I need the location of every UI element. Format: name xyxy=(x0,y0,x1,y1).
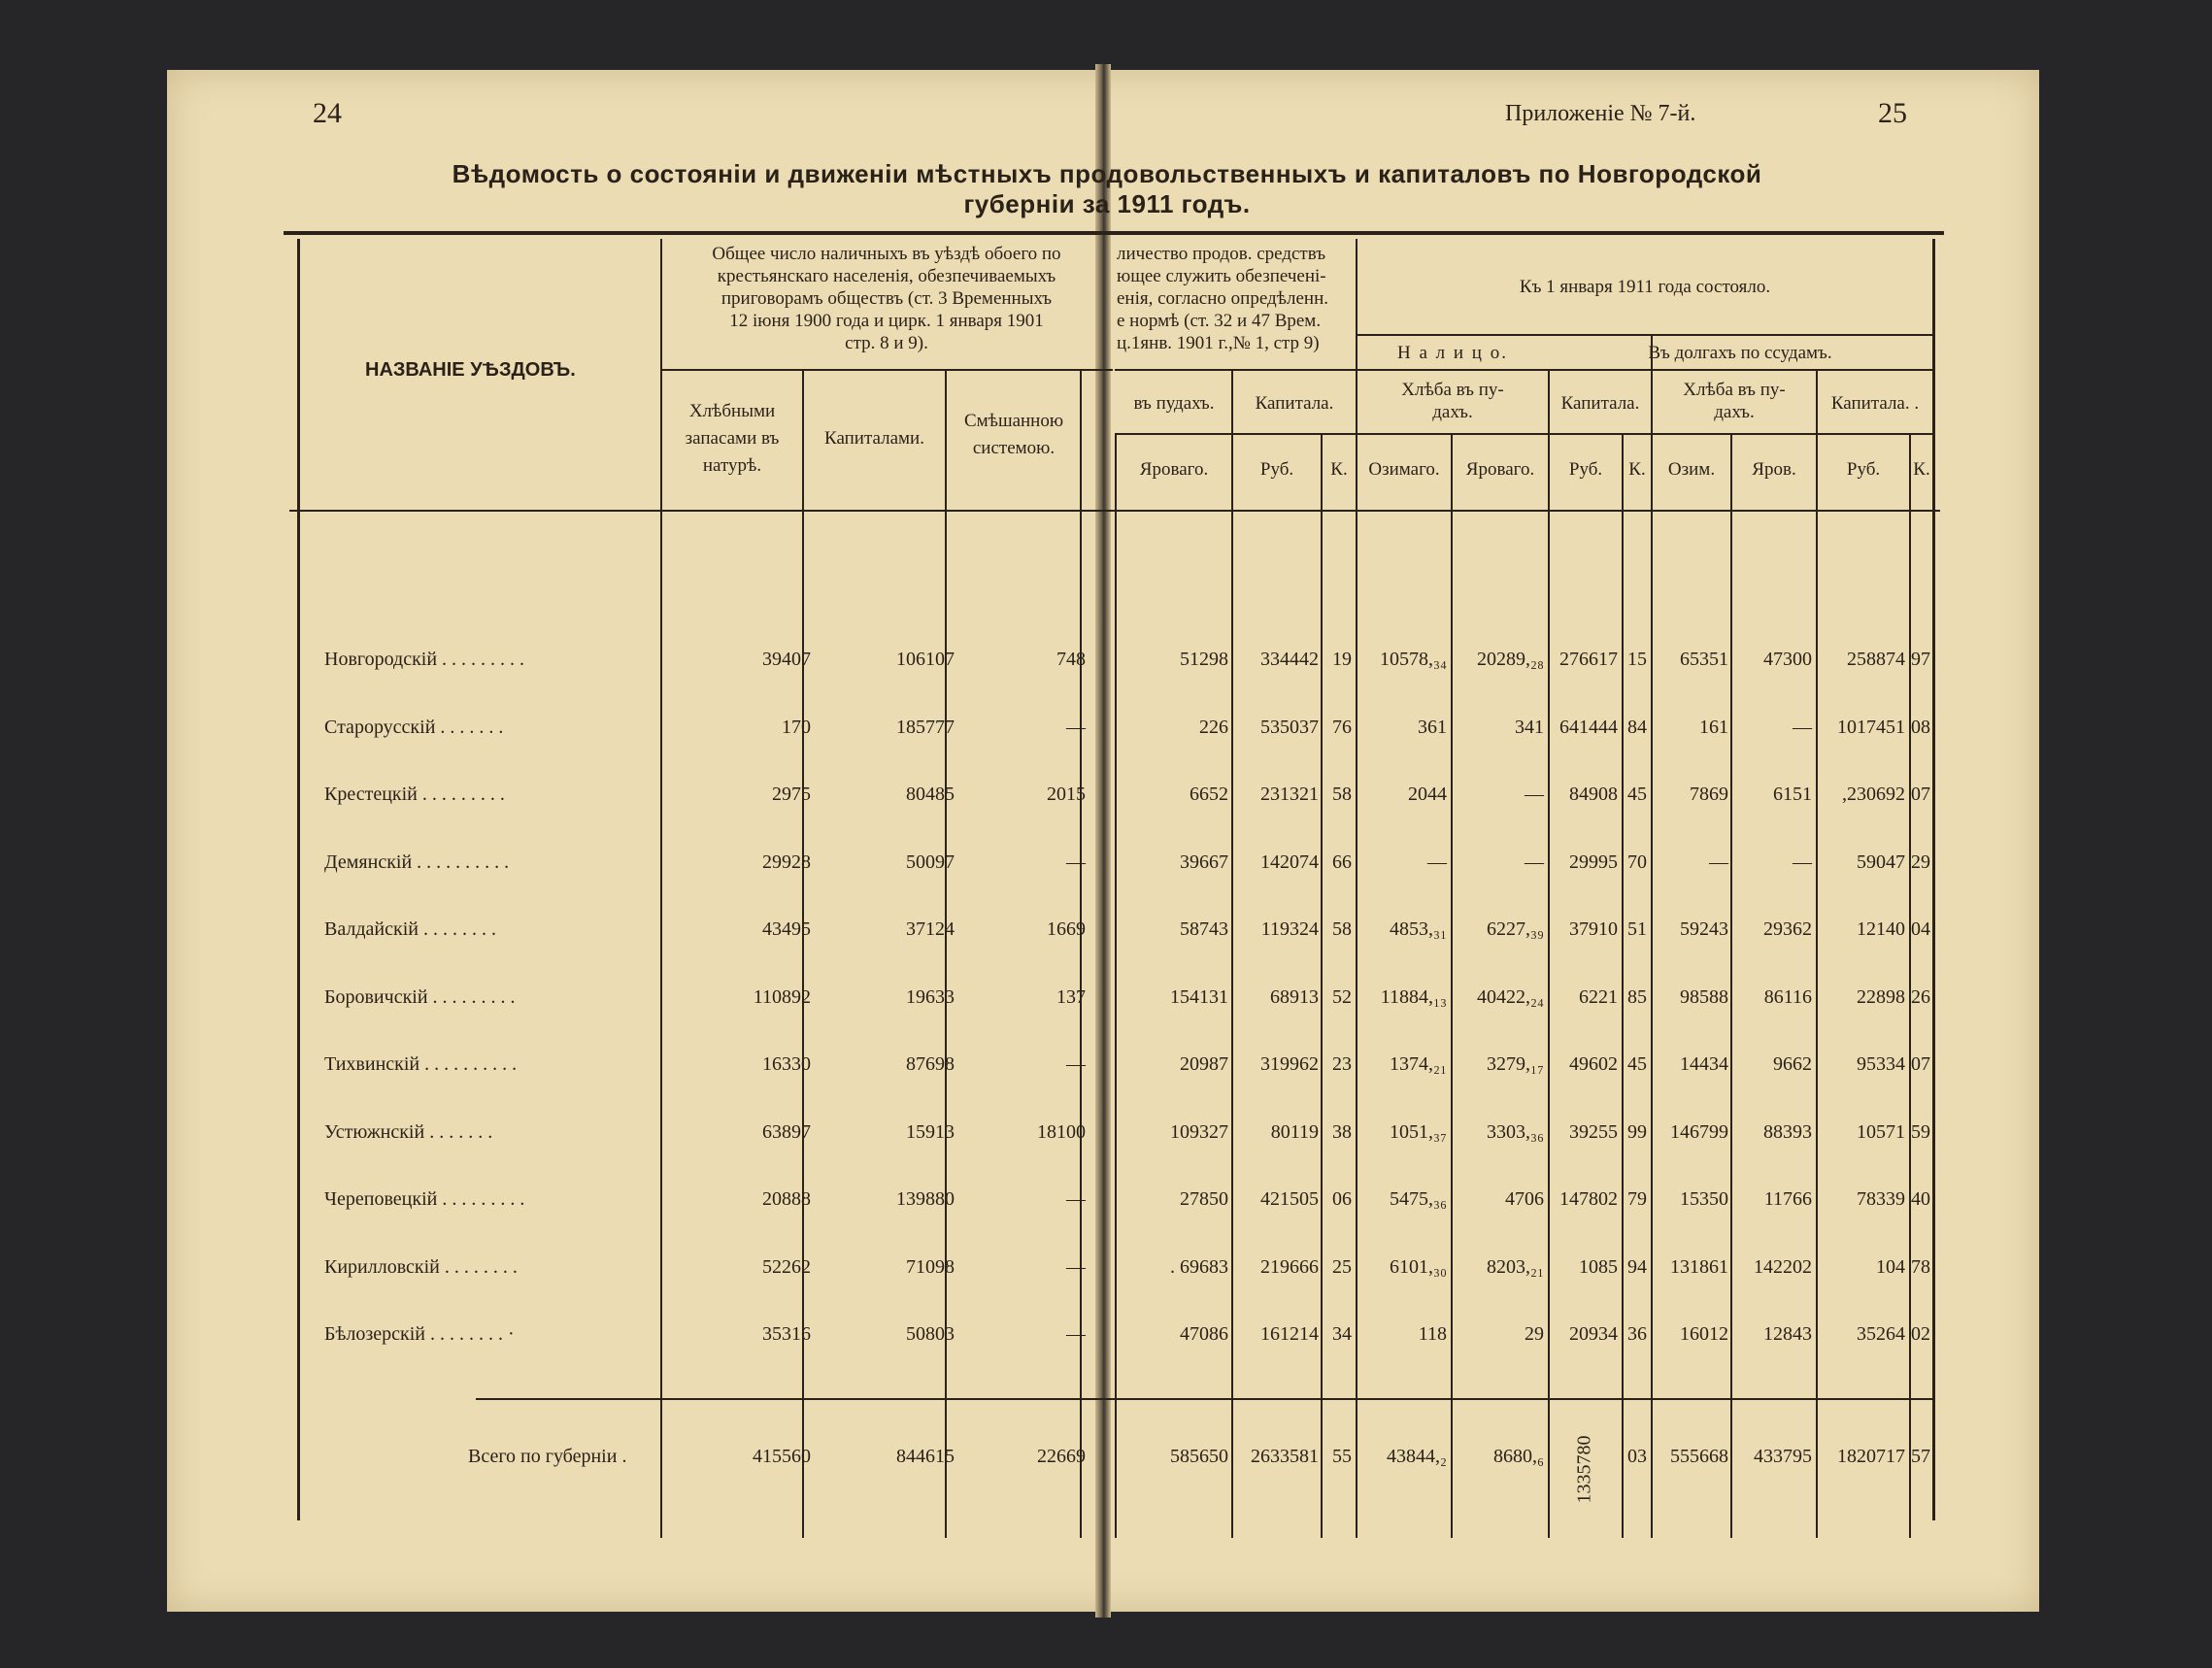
row-name: Демянскій . . . . . . . . . . xyxy=(324,851,510,873)
row-cell-c3: — xyxy=(1066,851,1086,873)
row-cell-c1: 52262 xyxy=(762,1256,811,1278)
row-cell-c11: 161 xyxy=(1699,717,1728,738)
row-cell-c7: 6101,₃₀ xyxy=(1390,1256,1447,1278)
row-cell-c12: 86116 xyxy=(1763,986,1812,1008)
total-c10: 03 xyxy=(1627,1446,1647,1467)
row-name: Боровичскій . . . . . . . . . xyxy=(324,986,516,1008)
row-cell-c14: 40 xyxy=(1911,1188,1930,1210)
row-cell-c5: 119324 xyxy=(1260,918,1319,940)
col-rule xyxy=(1730,433,1732,1538)
page-number-right: 25 xyxy=(1878,97,1907,129)
col-spring-header: Яроваго. xyxy=(1139,459,1209,480)
row-cell-c9: 641444 xyxy=(1559,717,1618,738)
sub-pud-header: въ пудахъ. xyxy=(1133,393,1215,414)
hdr-rule xyxy=(660,369,1113,371)
row-cell-c6: 38 xyxy=(1332,1121,1352,1143)
total-c13: 1820717 xyxy=(1837,1446,1905,1467)
row-cell-c13: 1017451 xyxy=(1837,717,1905,738)
row-cell-c5: 421505 xyxy=(1260,1188,1319,1210)
row-cell-c3: 1669 xyxy=(1047,918,1086,940)
row-cell-c13: 10571 xyxy=(1857,1121,1905,1143)
sub-capital-header: Капиталами. xyxy=(824,428,924,449)
row-cell-c9: 276617 xyxy=(1559,649,1618,670)
col-winter-short-header: Озим. xyxy=(1667,459,1716,480)
col-rule xyxy=(1115,433,1117,1538)
row-cell-c14: 07 xyxy=(1911,1053,1930,1075)
row-name: Крестецкій . . . . . . . . . xyxy=(324,784,505,805)
row-cell-c2: 50803 xyxy=(906,1323,955,1345)
row-cell-c12: 142202 xyxy=(1754,1256,1812,1278)
row-cell-c1: 29928 xyxy=(762,851,811,873)
total-c9: 1335780 xyxy=(1573,1435,1595,1504)
row-cell-c10: 45 xyxy=(1627,1053,1647,1075)
row-cell-c13: 95334 xyxy=(1857,1053,1905,1075)
row-cell-c12: 6151 xyxy=(1773,784,1812,805)
row-cell-c11: 146799 xyxy=(1670,1121,1728,1143)
row-cell-c1: 20888 xyxy=(762,1188,811,1210)
row-cell-c10: 99 xyxy=(1627,1121,1647,1143)
row-cell-c7: 10578,₃₄ xyxy=(1380,649,1447,670)
row-cell-c3: 18100 xyxy=(1037,1121,1086,1143)
group3-header: Къ 1 января 1911 года состояло. xyxy=(1519,277,1771,297)
debt-grain-header: Хлѣба въ пу- дахъ. xyxy=(1683,380,1786,422)
col-rule xyxy=(1622,433,1624,1538)
total-row-rule xyxy=(476,1398,1932,1400)
row-cell-c1: 16330 xyxy=(762,1053,811,1075)
row-cell-c2: 139880 xyxy=(896,1188,955,1210)
row-cell-c11: 7869 xyxy=(1690,784,1728,805)
group1-header: Общее число наличныхъ въ уѣздѣ обоего по крестьянскаго населенія, обезпечиваемыхъ приговорамъ обществъ (ст. 3 Временныхъ 12 іюня 1900 года и цирк. 1 января 1901 стр. 8 и 9). xyxy=(712,244,1061,353)
row-cell-c12: 88393 xyxy=(1763,1121,1812,1143)
total-c8: 8680,₆ xyxy=(1493,1446,1544,1467)
total-label: Всего по губерніи . xyxy=(468,1446,627,1467)
row-cell-c13: 35264 xyxy=(1857,1323,1905,1345)
row-cell-c10: 70 xyxy=(1627,851,1647,873)
col-rule xyxy=(1909,433,1911,1538)
row-cell-c5: 535037 xyxy=(1260,717,1319,738)
total-c12: 433795 xyxy=(1754,1446,1812,1467)
row-cell-c4: . 69683 xyxy=(1170,1256,1228,1278)
row-cell-c4: 27850 xyxy=(1180,1188,1228,1210)
row-cell-c2: 50097 xyxy=(906,851,955,873)
row-cell-c8: — xyxy=(1525,851,1544,873)
col-rule xyxy=(1321,433,1323,1538)
row-cell-c2: 71098 xyxy=(906,1256,955,1278)
row-cell-c7: 4853,₃₁ xyxy=(1390,918,1447,940)
row-cell-c13: ,230692 xyxy=(1842,784,1905,805)
row-name: Устюжнскій . . . . . . . xyxy=(324,1121,493,1143)
row-cell-c13: 104 xyxy=(1876,1256,1905,1278)
on-hand-grain-header: Хлѣба въ пу- дахъ. xyxy=(1401,380,1504,422)
total-c11: 555668 xyxy=(1670,1446,1728,1467)
row-cell-c11: 131861 xyxy=(1670,1256,1728,1278)
col-rub2-header: Руб. xyxy=(1568,459,1603,480)
total-c7: 43844,₂ xyxy=(1387,1446,1447,1467)
row-name: Старорусскій . . . . . . . xyxy=(324,717,504,738)
row-cell-c4: 58743 xyxy=(1180,918,1228,940)
row-cell-c6: 52 xyxy=(1332,986,1352,1008)
row-cell-c3: — xyxy=(1066,1323,1086,1345)
row-cell-c6: 34 xyxy=(1332,1323,1352,1345)
row-cell-c8: 40422,₂₄ xyxy=(1477,986,1544,1008)
row-cell-c13: 59047 xyxy=(1857,851,1905,873)
row-cell-c14: 78 xyxy=(1911,1256,1930,1278)
row-cell-c11: 59243 xyxy=(1680,918,1728,940)
col-rule xyxy=(1651,336,1653,1538)
row-cell-c9: 6221 xyxy=(1579,986,1618,1008)
row-cell-c2: 80485 xyxy=(906,784,955,805)
row-cell-c12: 47300 xyxy=(1763,649,1812,670)
row-cell-c14: 08 xyxy=(1911,717,1930,738)
row-cell-c10: 36 xyxy=(1627,1323,1647,1345)
row-cell-c5: 161214 xyxy=(1260,1323,1319,1345)
row-cell-c10: 94 xyxy=(1627,1256,1647,1278)
row-cell-c12: 11766 xyxy=(1763,1188,1812,1210)
row-name: Кирилловскій . . . . . . . . xyxy=(324,1256,518,1278)
row-cell-c1: 43495 xyxy=(762,918,811,940)
row-cell-c7: 118 xyxy=(1418,1323,1447,1345)
row-cell-c11: 65351 xyxy=(1680,649,1728,670)
row-cell-c8: 6227,₃₉ xyxy=(1487,918,1544,940)
row-cell-c3: 2015 xyxy=(1047,784,1086,805)
row-cell-c4: 20987 xyxy=(1180,1053,1228,1075)
row-cell-c8: 4706 xyxy=(1505,1188,1544,1210)
row-cell-c10: 84 xyxy=(1627,717,1647,738)
row-cell-c4: 226 xyxy=(1199,717,1228,738)
total-c3: 22669 xyxy=(1037,1446,1086,1467)
row-cell-c11: 16012 xyxy=(1680,1323,1728,1345)
row-cell-c6: 66 xyxy=(1332,851,1352,873)
col-rule xyxy=(660,239,662,1538)
sub-mixed-header: Смѣшанною системою. xyxy=(963,411,1064,458)
row-cell-c1: 170 xyxy=(782,717,811,738)
row-cell-c2: 185777 xyxy=(896,717,955,738)
col-spring2-header: Яроваго. xyxy=(1465,459,1535,480)
sub-grain-header: Хлѣбными запасами въ натурѣ. xyxy=(685,401,780,476)
row-cell-c8: 20289,₂₈ xyxy=(1477,649,1544,670)
row-cell-c8: 341 xyxy=(1515,717,1544,738)
row-cell-c13: 78339 xyxy=(1857,1188,1905,1210)
row-cell-c5: 334442 xyxy=(1260,649,1319,670)
row-cell-c2: 37124 xyxy=(906,918,955,940)
row-cell-c3: — xyxy=(1066,1053,1086,1075)
row-cell-c10: 79 xyxy=(1627,1188,1647,1210)
row-cell-c3: — xyxy=(1066,1256,1086,1278)
row-cell-c9: 37910 xyxy=(1569,918,1618,940)
col-rule xyxy=(1548,371,1550,1538)
row-cell-c7: 1374,₂₁ xyxy=(1390,1053,1447,1075)
hdr-rule xyxy=(1356,369,1934,371)
row-cell-c13: 258874 xyxy=(1847,649,1905,670)
row-cell-c3: 748 xyxy=(1056,649,1086,670)
row-name: Новгородскій . . . . . . . . . xyxy=(324,649,525,670)
col-rule xyxy=(1080,371,1082,1538)
row-cell-c12: — xyxy=(1793,851,1812,873)
col-rub-header: Руб. xyxy=(1259,459,1294,480)
total-c14: 57 xyxy=(1911,1446,1930,1467)
debt-capital-header: Капитала. . xyxy=(1830,393,1920,414)
row-cell-c4: 51298 xyxy=(1180,649,1228,670)
row-cell-c4: 154131 xyxy=(1170,986,1228,1008)
row-cell-c4: 39667 xyxy=(1180,851,1228,873)
row-cell-c8: 8203,₂₁ xyxy=(1487,1256,1544,1278)
row-cell-c4: 6652 xyxy=(1190,784,1228,805)
row-cell-c6: 58 xyxy=(1332,784,1352,805)
row-name: Валдайскій . . . . . . . . xyxy=(324,918,496,940)
row-cell-c8: — xyxy=(1525,784,1544,805)
row-cell-c10: 85 xyxy=(1627,986,1647,1008)
row-cell-c4: 47086 xyxy=(1180,1323,1228,1345)
table-right-rule xyxy=(1932,239,1935,1520)
row-cell-c9: 1085 xyxy=(1579,1256,1618,1278)
row-cell-c5: 68913 xyxy=(1270,986,1319,1008)
table-left-rule xyxy=(297,239,300,1520)
on-hand-header: Н а л и ц о. xyxy=(1397,343,1508,363)
row-cell-c5: 80119 xyxy=(1270,1121,1319,1143)
hdr-rule xyxy=(1356,433,1934,435)
row-cell-c10: 51 xyxy=(1627,918,1647,940)
row-name: Бѣлозерскій . . . . . . . . · xyxy=(324,1323,515,1345)
row-cell-c11: 98588 xyxy=(1680,986,1728,1008)
row-cell-c1: 35316 xyxy=(762,1323,811,1345)
row-cell-c4: 109327 xyxy=(1170,1121,1228,1143)
row-cell-c9: 29995 xyxy=(1569,851,1618,873)
sub-capital2-header: Капитала. xyxy=(1255,393,1334,414)
row-cell-c6: 58 xyxy=(1332,918,1352,940)
on-hand-capital-header: Капитала. xyxy=(1560,393,1640,414)
row-cell-c1: 2975 xyxy=(772,784,811,805)
row-cell-c14: 02 xyxy=(1911,1323,1930,1345)
page-number-left: 24 xyxy=(313,97,342,129)
row-cell-c5: 219666 xyxy=(1260,1256,1319,1278)
row-cell-c7: 5475,₃₆ xyxy=(1390,1188,1447,1210)
row-cell-c7: 1051,₃₇ xyxy=(1390,1121,1447,1143)
table-top-rule xyxy=(284,231,1944,235)
col-rule xyxy=(945,371,947,1538)
row-cell-c11: 14434 xyxy=(1680,1053,1728,1075)
row-cell-c12: — xyxy=(1793,717,1812,738)
total-c1: 415560 xyxy=(753,1446,811,1467)
row-cell-c14: 59 xyxy=(1911,1121,1930,1143)
row-cell-c7: 11884,₁₃ xyxy=(1380,986,1447,1008)
row-cell-c6: 19 xyxy=(1332,649,1352,670)
row-cell-c8: 3279,₁₇ xyxy=(1487,1053,1544,1075)
group2-header: личество продов. средствъ ющее служить обезпечені- енія, согласно опредѣленн. е нормѣ (ст. 32 и 47 Врем. ц.1янв. 1901 г.,№ 1, стр 9) xyxy=(1117,244,1328,353)
row-cell-c7: 2044 xyxy=(1408,784,1447,805)
row-cell-c6: 25 xyxy=(1332,1256,1352,1278)
col-rub3-header: Руб. xyxy=(1846,459,1881,480)
row-cell-c2: 19633 xyxy=(906,986,955,1008)
row-cell-c14: 07 xyxy=(1911,784,1930,805)
total-c2: 844615 xyxy=(896,1446,955,1467)
hdr-rule xyxy=(1356,334,1934,336)
row-cell-c8: 3303,₃₆ xyxy=(1487,1121,1544,1143)
row-cell-c11: — xyxy=(1709,851,1728,873)
page-title: Вѣдомость о состояніи и движеніи мѣстныхъ продовольственныхъ и капиталовъ по Новгородской губерніи за 1911 годъ. xyxy=(452,159,1762,218)
row-cell-c3: 137 xyxy=(1056,986,1086,1008)
col-rule xyxy=(1816,371,1818,1538)
row-cell-c1: 39407 xyxy=(762,649,811,670)
hdr-rule xyxy=(1115,433,1356,435)
row-cell-c6: 76 xyxy=(1332,717,1352,738)
row-cell-c14: 29 xyxy=(1911,851,1930,873)
row-cell-c7: — xyxy=(1427,851,1447,873)
names-header: НАЗВАНІЕ УѢЗДОВЪ. xyxy=(365,359,576,381)
total-c5: 2633581 xyxy=(1251,1446,1319,1467)
total-c6: 55 xyxy=(1332,1446,1352,1467)
row-cell-c2: 87698 xyxy=(906,1053,955,1075)
row-cell-c3: — xyxy=(1066,1188,1086,1210)
col-winter-header: Озимаго. xyxy=(1368,459,1440,480)
row-cell-c1: 110892 xyxy=(753,986,811,1008)
row-cell-c8: 29 xyxy=(1525,1323,1544,1345)
col-rule xyxy=(802,371,804,1538)
row-cell-c12: 9662 xyxy=(1773,1053,1812,1075)
row-cell-c14: 04 xyxy=(1911,918,1930,940)
row-cell-c13: 22898 xyxy=(1857,986,1905,1008)
row-cell-c10: 15 xyxy=(1627,649,1647,670)
running-head: Приложеніе № 7-й. xyxy=(1505,101,1696,126)
col-kop3-header: К. xyxy=(1913,459,1930,480)
row-cell-c12: 29362 xyxy=(1763,918,1812,940)
row-cell-c11: 15350 xyxy=(1680,1188,1728,1210)
row-cell-c14: 97 xyxy=(1911,649,1930,670)
row-cell-c9: 84908 xyxy=(1569,784,1618,805)
row-cell-c5: 142074 xyxy=(1260,851,1319,873)
col-rule xyxy=(1231,371,1233,1538)
row-name: Тихвинскій . . . . . . . . . . xyxy=(324,1053,518,1075)
row-cell-c5: 319962 xyxy=(1260,1053,1319,1075)
row-cell-c7: 361 xyxy=(1418,717,1447,738)
row-cell-c2: 106107 xyxy=(896,649,955,670)
col-spring-short-header: Яров. xyxy=(1752,459,1796,480)
col-kop-header: К. xyxy=(1330,459,1348,480)
col-rule xyxy=(1451,433,1453,1538)
col-kop2-header: К. xyxy=(1628,459,1646,480)
row-cell-c6: 23 xyxy=(1332,1053,1352,1075)
row-cell-c3: — xyxy=(1066,717,1086,738)
row-cell-c9: 147802 xyxy=(1559,1188,1618,1210)
row-cell-c2: 15913 xyxy=(906,1121,955,1143)
row-cell-c6: 06 xyxy=(1332,1188,1352,1210)
row-cell-c9: 49602 xyxy=(1569,1053,1618,1075)
row-cell-c14: 26 xyxy=(1911,986,1930,1008)
row-cell-c5: 231321 xyxy=(1260,784,1319,805)
hdr-rule xyxy=(1115,369,1356,371)
row-cell-c10: 45 xyxy=(1627,784,1647,805)
total-c4: 585650 xyxy=(1170,1446,1228,1467)
row-cell-c1: 63897 xyxy=(762,1121,811,1143)
row-cell-c13: 12140 xyxy=(1857,918,1905,940)
in-debt-header: Въ долгахъ по ссудамъ. xyxy=(1648,343,1832,363)
row-cell-c9: 39255 xyxy=(1569,1121,1618,1143)
row-cell-c12: 12843 xyxy=(1763,1323,1812,1345)
row-cell-c9: 20934 xyxy=(1569,1323,1618,1345)
row-name: Череповецкій . . . . . . . . . xyxy=(324,1188,525,1210)
